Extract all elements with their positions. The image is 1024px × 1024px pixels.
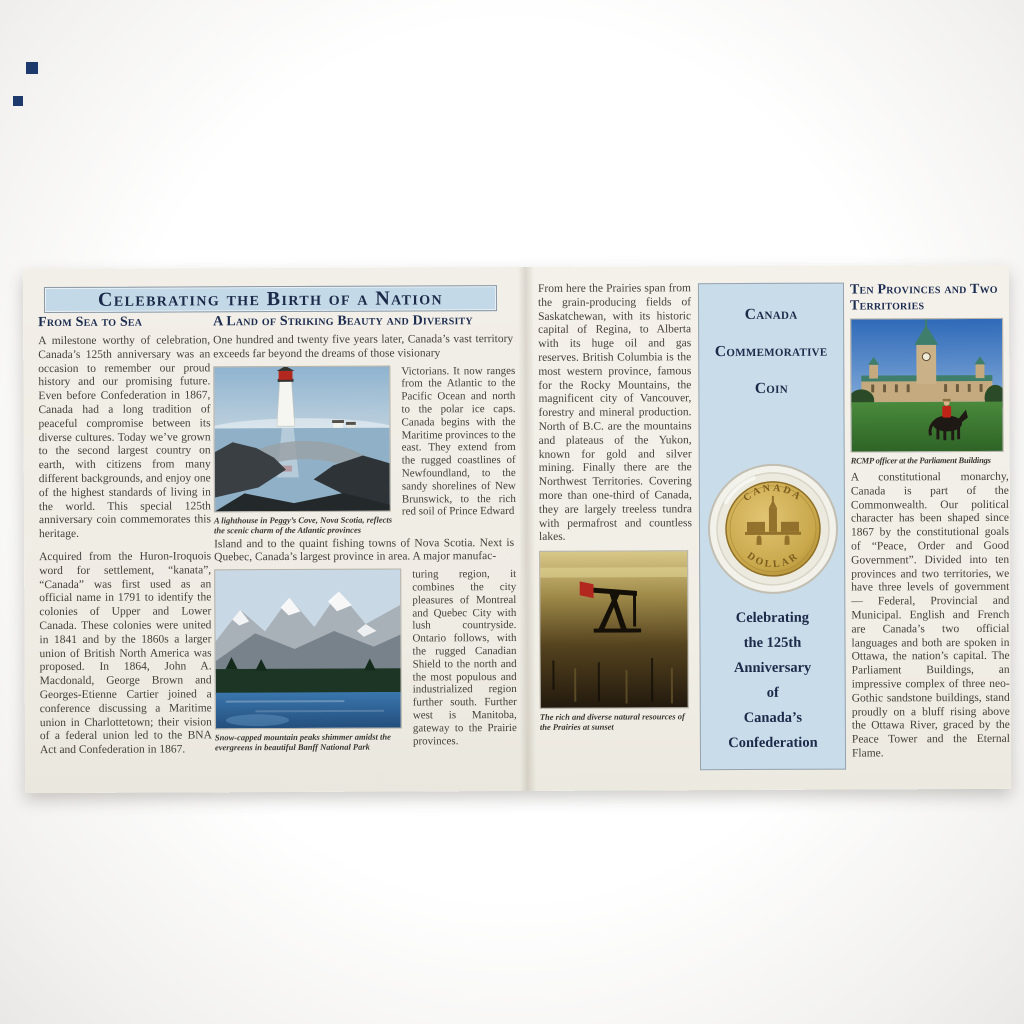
main-banner — [44, 285, 497, 313]
panel-title — [699, 284, 844, 408]
panel-subtitle-line: Confederation — [728, 734, 818, 752]
paragraph: Victorians. It now ranges from the Atlantic to the Pacific Ocean and north to the polar ice caps. Canada begins with the Maritime provinces to the east. They extend from the rugged coastlines of Newfoundland, to the sandy shorelines of New Brunswick, to the rich red soil of Prince Edward — [401, 364, 516, 518]
panel-subtitle-line: of — [766, 684, 779, 701]
brochure-spread — [23, 265, 1011, 793]
paragraph: Acquired from the Huron-Iroquois word for settlement, “kanata”, “Canada” was first used as an official name in 1791 to identify the colonies of Upper and Lower Canada. These colonies were united in 1841 and by the 1860s a larger union of British North America was proposed. In 1864, John A. Macdonald, George Brown and Georges-Etienne Cartier joined a conference discussing a Maritime union in Charlottetown; their vision of a federal union led to the BNA Act and Confederation in 1867. — [39, 550, 212, 757]
panel-title-line: Commemorative — [714, 342, 828, 361]
mountain-photo — [214, 569, 402, 730]
column-land-of-beauty — [213, 313, 517, 753]
panel-subtitle — [700, 606, 845, 757]
photo-caption: The rich and diverse natural resources of the Prairies at sunset — [539, 711, 685, 733]
panel-subtitle-line: the 125th — [743, 634, 802, 652]
section-heading: From Sea to Sea — [38, 314, 143, 331]
paragraph: One hundred and twenty five years later, Canada’s vast territory exceeds far beyond the dreams of those visionary — [213, 333, 514, 361]
registration-mark — [26, 62, 38, 74]
panel-subtitle-line: Anniversary — [733, 659, 812, 677]
paragraph: A constitutional monarchy, Canada is part of the Commonwealth. Our political character has been shaped since 1867 by the constitutional goals of “Peace, Order and Good Government”. Divided into ten provinces and two territories, we have three levels of government — Federal, Provincial and Municipal. English and French are Canada’s two official languages and both are spoken in Ottawa, the nation’s capital. The Parliament Buildings, an impressive complex of three neo-Gothic sandstone buildings, stand proudly on a bluff rising above the Ottawa River, graced by the Peace Tower and the Eternal Flame. — [850, 470, 1010, 760]
column-provinces — [850, 282, 1010, 761]
section-heading: Ten Provinces and Two Territories — [849, 281, 998, 314]
column-from-sea-to-sea — [38, 314, 212, 758]
panel-subtitle-line: Canada’s — [743, 709, 803, 727]
panel-title-line: Canada — [744, 305, 798, 324]
paragraph: From here the Prairies span from the grain-producing fields of Saskatchewan, with its historic capital of Regina, to Alberta with its huge oil and gas reserves. British Columbia is the most western province, famous for the Rocky Mountains, the magnificent city of Vancouver, forestry and mineral production. North of B.C. are the mountains and plateaus of the Yukon, known for gold and silver mining. Finally there are the Northwest Territories. Covering more than one-third of Canada, they are largely treeless tundra with permafrost and countless lakes. — [537, 282, 693, 544]
photo-caption: RCMP officer at the Parliament Buildings — [850, 454, 991, 466]
paragraph: A milestone worthy of celebration, Canada’s 125th anniversary was an occasion to remember our proud history and our promising future. Even before Confederation in 1867, Canada had a long tradition of peaceful compromise between its diverse cultures. Today we’ve grown to the second largest country on earth, with citizens from many different backgrounds, and enjoy one of the highest standards of living in the world. This special 125th anniversary coin commemorates this heritage. — [38, 334, 211, 541]
panel-title-line: Coin — [754, 379, 789, 397]
photo-caption: A lighthouse in Peggy’s Cove, Nova Scotia, reflects the scenic charm of the Atlantic provinces — [213, 514, 393, 535]
panel-subtitle-line: Celebrating — [735, 609, 810, 627]
banner-title: Celebrating the Birth of a Nation — [97, 286, 444, 311]
column-prairies — [538, 282, 693, 732]
registration-mark — [13, 96, 23, 106]
prairie-photo — [539, 550, 689, 709]
paragraph: Island and to the quaint fishing towns of Nova Scotia. Next is Quebec, Canada’s largest province in area. A major manufac- — [214, 536, 515, 564]
page-fold — [518, 267, 536, 791]
coin-image — [706, 462, 841, 597]
lighthouse-photo — [213, 365, 391, 512]
coin-text-canada: CANADA — [741, 482, 805, 504]
coin-text-dollar: DOLLAR — [744, 550, 802, 571]
photo-caption: Snow-capped mountain peaks shimmer amidst the evergreens in beautiful Banff National Park — [214, 731, 391, 753]
section-heading: A Land of Striking Beauty and Diversity — [213, 313, 473, 330]
parliament-photo — [850, 318, 1004, 453]
coin-panel — [698, 283, 846, 771]
paragraph: turing region, it combines the city pleasures of Montreal and Quebec City with lush countryside. Ontario follows, with the rugged Canadian Shield to the north and the most populous and industrialized region further south. Further west is Manitoba, gateway to the Prairie provinces. — [412, 568, 517, 748]
